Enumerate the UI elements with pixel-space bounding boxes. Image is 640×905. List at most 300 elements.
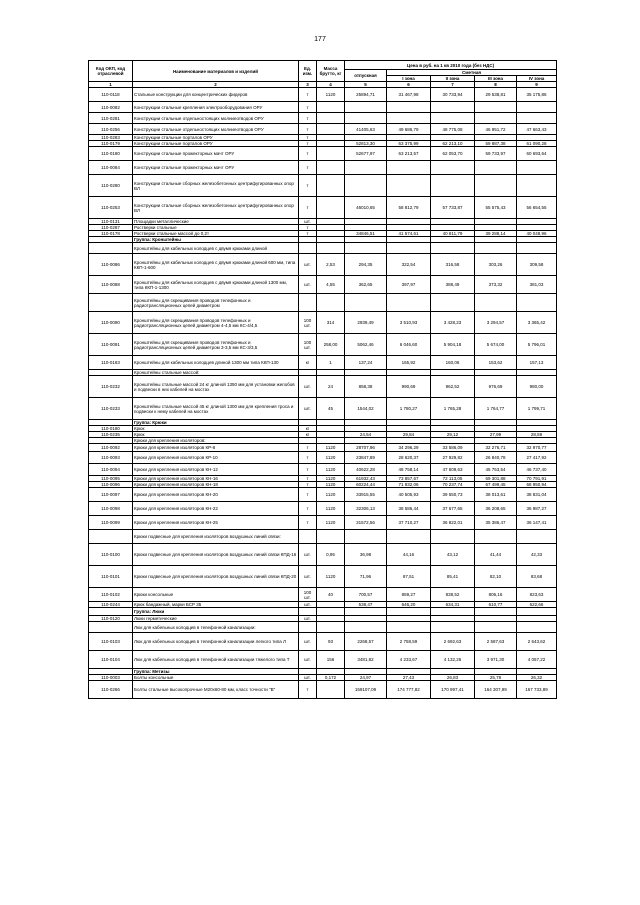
table-row bbox=[89, 356, 557, 370]
price-zone3-cell: 32 276,71 bbox=[475, 444, 517, 452]
table-row bbox=[89, 566, 557, 588]
mass-cell: 1120 bbox=[317, 464, 345, 476]
name-cell: Конструкции стальные сборных железобетонных центрифугированных опор ВЛ bbox=[133, 197, 299, 219]
name-cell: Конструкции стальные отдельностоящих молниеотводов ОРУ bbox=[133, 124, 299, 135]
mass-cell bbox=[317, 113, 345, 124]
code-cell: 110-0100 bbox=[89, 544, 133, 566]
price-zone3-cell bbox=[475, 608, 517, 616]
price-zone3-cell: 27,99 bbox=[475, 432, 517, 438]
unit-cell: шт. bbox=[299, 398, 317, 420]
column-index: 2 bbox=[133, 82, 299, 88]
table-row bbox=[89, 622, 557, 633]
name-cell: Конструкции стальные сборных железобетонных центрифугированных опор ВЛ bbox=[133, 175, 299, 197]
code-cell bbox=[89, 530, 133, 544]
price-zone1-cell: 41 574,61 bbox=[387, 231, 431, 237]
price-zone4-cell: 70 791,91 bbox=[517, 476, 557, 482]
price-zone1-cell: 859,27 bbox=[387, 588, 431, 602]
mass-cell: 45 bbox=[317, 398, 345, 420]
code-cell: 110-0179 bbox=[89, 141, 133, 147]
code-cell: 110-0094 bbox=[89, 464, 133, 476]
mass-cell: 1120 bbox=[317, 488, 345, 502]
unit-cell: т bbox=[299, 225, 317, 231]
price-zone1-cell: 87,51 bbox=[387, 566, 431, 588]
table-row bbox=[89, 175, 557, 197]
price-zone4-cell: 32 970,77 bbox=[517, 444, 557, 452]
name-cell: Крюки для крепления изоляторов КН-12 bbox=[133, 464, 299, 476]
price-zone1-cell bbox=[387, 530, 431, 544]
unit-cell: шт. bbox=[299, 602, 317, 608]
price-zone1-cell bbox=[387, 161, 431, 175]
code-cell: 110-0095 bbox=[89, 476, 133, 482]
price-otpusk-cell: 294,35 bbox=[345, 254, 387, 276]
price-zone4-cell: 83,68 bbox=[517, 566, 557, 588]
mass-cell: 24 bbox=[317, 376, 345, 398]
mass-cell: 156 bbox=[317, 651, 345, 669]
price-zone3-cell: 806,16 bbox=[475, 588, 517, 602]
name-cell: Кронштейны для скрещивания проводов телефонных и радиотрансляционных цепей диаметром 3-3,5 мм КС-3/3,5 bbox=[133, 334, 299, 356]
header-zone3: III зона bbox=[475, 76, 517, 82]
header-code: Код ОКП, код отраслевой bbox=[89, 61, 133, 82]
price-zone1-cell: 37 710,27 bbox=[387, 516, 431, 530]
name-cell: Кронштейны стальные массой: bbox=[133, 370, 299, 376]
unit-cell: шт. bbox=[299, 566, 317, 588]
price-zone4-cell: 1 799,71 bbox=[517, 398, 557, 420]
price-otpusk-cell bbox=[345, 294, 387, 312]
name-cell: Крюк bbox=[133, 432, 299, 438]
name-cell: Кронштейны стальные массой 24 кг длиной 1350 мм для установки желобов и подвески в них кабелей на мостах bbox=[133, 376, 299, 398]
header-zone1: I зона bbox=[387, 76, 431, 82]
price-otpusk-cell bbox=[345, 622, 387, 633]
price-zone3-cell: 69 301,88 bbox=[475, 476, 517, 482]
price-zone2-cell: 72 113,05 bbox=[431, 476, 475, 482]
price-otpusk-cell bbox=[345, 113, 387, 124]
unit-cell: кг bbox=[299, 426, 317, 432]
price-otpusk-cell bbox=[345, 530, 387, 544]
name-cell: Кронштейны для кабельных колодцев длиной 1300 мм типа ККП-130 bbox=[133, 356, 299, 370]
header-unit: Ед. изм. bbox=[299, 61, 317, 82]
price-zone2-cell: 27 929,82 bbox=[431, 452, 475, 464]
price-zone1-cell: 34 296,29 bbox=[387, 444, 431, 452]
price-zone2-cell: 39 550,73 bbox=[431, 488, 475, 502]
price-zone1-cell bbox=[387, 243, 431, 254]
price-zone4-cell bbox=[517, 161, 557, 175]
price-zone3-cell bbox=[475, 113, 517, 124]
price-zone2-cell: 1 765,28 bbox=[431, 398, 475, 420]
price-zone1-cell: 48 758,14 bbox=[387, 464, 431, 476]
code-cell: 110-0092 bbox=[89, 444, 133, 452]
code-cell: 110-0103 bbox=[89, 633, 133, 651]
price-zone2-cell bbox=[431, 622, 475, 633]
price-zone1-cell: 6 046,60 bbox=[387, 334, 431, 356]
price-zone4-cell: 26,32 bbox=[517, 675, 557, 681]
price-zone4-cell: 3 365,42 bbox=[517, 312, 557, 334]
price-otpusk-cell: 538,47 bbox=[345, 602, 387, 608]
unit-cell: шт. bbox=[299, 651, 317, 669]
unit-cell: 100 шт. bbox=[299, 588, 317, 602]
name-cell: Конструкции стальные прожекторных мачт ОРУ bbox=[133, 147, 299, 161]
price-zone3-cell: 36 208,65 bbox=[475, 502, 517, 516]
price-zone2-cell bbox=[431, 530, 475, 544]
unit-cell: т bbox=[299, 476, 317, 482]
price-zone3-cell: 29 538,81 bbox=[475, 88, 517, 102]
price-zone1-cell: 1 780,27 bbox=[387, 398, 431, 420]
unit-cell: шт. bbox=[299, 219, 317, 225]
price-zone3-cell: 2 587,63 bbox=[475, 633, 517, 651]
table-row bbox=[89, 516, 557, 530]
name-cell: Конструкции стальные прожекторных мачт ОРУ bbox=[133, 161, 299, 175]
price-zone3-cell: 59 887,38 bbox=[475, 141, 517, 147]
table-row bbox=[89, 464, 557, 476]
price-zone3-cell: 25,78 bbox=[475, 675, 517, 681]
price-zone1-cell bbox=[387, 622, 431, 633]
name-cell: Группа: Метизы bbox=[133, 669, 299, 675]
price-zone2-cell: 37 677,65 bbox=[431, 502, 475, 516]
price-zone2-cell: 40 811,79 bbox=[431, 231, 475, 237]
price-zone4-cell: 823,63 bbox=[517, 588, 557, 602]
price-zone4-cell: 622,66 bbox=[517, 602, 557, 608]
mass-cell: 258,00 bbox=[317, 334, 345, 356]
price-zone4-cell: 2 643,62 bbox=[517, 633, 557, 651]
price-zone1-cell: 990,69 bbox=[387, 376, 431, 398]
column-index: 9 bbox=[517, 82, 557, 88]
price-zone1-cell: 38 586,44 bbox=[387, 502, 431, 516]
column-index: 6 bbox=[387, 82, 431, 88]
mass-cell: 4,55 bbox=[317, 276, 345, 294]
name-cell: Люк для кабельных колодцев в телефонной канализации тяжелого типа Т bbox=[133, 651, 299, 669]
price-otpusk-cell: 34846,51 bbox=[345, 231, 387, 237]
name-cell: Кронштейны для кабельных колодцев с двумя крюками длиной 600 мм, типа ККП-1-600 bbox=[133, 254, 299, 276]
unit-cell: т bbox=[299, 135, 317, 141]
unit-cell: т bbox=[299, 147, 317, 161]
code-cell: 110-0086 bbox=[89, 254, 133, 276]
price-zone4-cell bbox=[517, 102, 557, 113]
price-otpusk-cell: 137,24 bbox=[345, 356, 387, 370]
price-zone3-cell: 26 840,78 bbox=[475, 452, 517, 464]
name-cell: Крюки для крепления изоляторов КН-22 bbox=[133, 502, 299, 516]
price-zone4-cell: 38 831,04 bbox=[517, 488, 557, 502]
price-zone3-cell: 67 499,45 bbox=[475, 482, 517, 488]
table-row bbox=[89, 588, 557, 602]
table-row bbox=[89, 452, 557, 464]
name-cell: Кронштейны для скрещивания проводов телефонных и радиотрансляционных цепей диаметром bbox=[133, 294, 299, 312]
mass-cell bbox=[317, 147, 345, 161]
price-otpusk-cell: 61932,43 bbox=[345, 476, 387, 482]
price-otpusk-cell: 46010,65 bbox=[345, 197, 387, 219]
table-row bbox=[89, 113, 557, 124]
header-name: Наименование материалов и изделий bbox=[133, 61, 299, 82]
price-zone4-cell: 56 654,55 bbox=[517, 197, 557, 219]
price-zone1-cell bbox=[387, 294, 431, 312]
name-cell: Люк для кабельных колодцев в телефонной канализации легкого типа Л bbox=[133, 633, 299, 651]
price-zone2-cell: 316,58 bbox=[431, 254, 475, 276]
code-cell: 110-0088 bbox=[89, 276, 133, 294]
name-cell: Кронштейны для скрещивания проводов телефонных и радиотрансляционных цепей диаметром 4-4,5 мм КС-4/4,5 bbox=[133, 312, 299, 334]
price-zone3-cell: 35 386,47 bbox=[475, 516, 517, 530]
name-cell: Крюк bbox=[133, 426, 299, 432]
price-zone2-cell: 634,31 bbox=[431, 602, 475, 608]
price-table bbox=[88, 60, 557, 699]
unit-cell: т bbox=[299, 502, 317, 516]
code-cell: 110-0233 bbox=[89, 398, 133, 420]
mass-cell bbox=[317, 102, 345, 113]
price-zone2-cell bbox=[431, 608, 475, 616]
column-index: 8 bbox=[475, 82, 517, 88]
price-zone4-cell bbox=[517, 622, 557, 633]
code-cell: 110-0099 bbox=[89, 516, 133, 530]
price-zone1-cell: 63 375,99 bbox=[387, 141, 431, 147]
name-cell: Крюки для крепления изоляторов КН-25 bbox=[133, 516, 299, 530]
unit-cell: т bbox=[299, 102, 317, 113]
price-zone2-cell: 33 586,09 bbox=[431, 444, 475, 452]
price-zone1-cell: 63 213,57 bbox=[387, 147, 431, 161]
price-zone1-cell bbox=[387, 608, 431, 616]
table-row bbox=[89, 88, 557, 102]
code-cell: 110-0183 bbox=[89, 356, 133, 370]
name-cell: Болты стальные высокопрочные М20х60-80 мм, класс точности "В" bbox=[133, 681, 299, 699]
mass-cell bbox=[317, 243, 345, 254]
name-cell: Группа: Крюки bbox=[133, 420, 299, 426]
code-cell: 110-0283 bbox=[89, 135, 133, 141]
price-zone1-cell: 49 686,79 bbox=[387, 124, 431, 135]
table-row bbox=[89, 376, 557, 398]
name-cell: Крюки для крепления изоляторов КН-18 bbox=[133, 482, 299, 488]
code-cell: 110-0120 bbox=[89, 616, 133, 622]
price-zone3-cell: 976,69 bbox=[475, 376, 517, 398]
unit-cell: т bbox=[299, 175, 317, 197]
mass-cell: 0,172 bbox=[317, 675, 345, 681]
name-cell: Люки герметические bbox=[133, 616, 299, 622]
name-cell: Площадки металлические bbox=[133, 219, 299, 225]
code-cell: 110-0082 bbox=[89, 102, 133, 113]
price-zone2-cell: 170 997,41 bbox=[431, 681, 475, 699]
price-zone3-cell bbox=[475, 294, 517, 312]
price-otpusk-cell: 2939,49 bbox=[345, 312, 387, 334]
code-cell: 110-0097 bbox=[89, 488, 133, 502]
table-row bbox=[89, 651, 557, 669]
price-otpusk-cell: 23847,89 bbox=[345, 452, 387, 464]
unit-cell: кг bbox=[299, 432, 317, 438]
price-zone2-cell bbox=[431, 175, 475, 197]
unit-cell: т bbox=[299, 681, 317, 699]
price-zone3-cell: 303,26 bbox=[475, 254, 517, 276]
code-cell: 110-0102 bbox=[89, 588, 133, 602]
price-zone3-cell: 55 575,43 bbox=[475, 197, 517, 219]
price-zone2-cell bbox=[431, 102, 475, 113]
price-zone2-cell: 4 132,26 bbox=[431, 651, 475, 669]
price-otpusk-cell: 32306,13 bbox=[345, 502, 387, 516]
mass-cell bbox=[317, 530, 345, 544]
mass-cell bbox=[317, 294, 345, 312]
price-zone3-cell: 1 764,77 bbox=[475, 398, 517, 420]
unit-cell: шт. bbox=[299, 376, 317, 398]
mass-cell bbox=[317, 175, 345, 197]
mass-cell: 2,53 bbox=[317, 254, 345, 276]
code-cell bbox=[89, 294, 133, 312]
code-cell: 110-0096 bbox=[89, 482, 133, 488]
price-otpusk-cell bbox=[345, 161, 387, 175]
price-zone4-cell: 157,13 bbox=[517, 356, 557, 370]
price-zone3-cell: 5 674,00 bbox=[475, 334, 517, 356]
price-otpusk-cell bbox=[345, 243, 387, 254]
name-cell: Группа: Люки bbox=[133, 608, 299, 616]
column-index: 4 bbox=[317, 82, 345, 88]
unit-cell: шт. bbox=[299, 544, 317, 566]
mass-cell bbox=[317, 124, 345, 135]
code-cell: 110-0244 bbox=[89, 602, 133, 608]
price-zone1-cell: 174 777,82 bbox=[387, 681, 431, 699]
code-cell: 110-0098 bbox=[89, 502, 133, 516]
name-cell: Кронштейны для кабельных колодцев с двумя крюками длиной bbox=[133, 243, 299, 254]
price-zone2-cell: 388,49 bbox=[431, 276, 475, 294]
price-otpusk-cell: 1544,02 bbox=[345, 398, 387, 420]
price-otpusk-cell: 25894,71 bbox=[345, 88, 387, 102]
unit-cell: шт. bbox=[299, 633, 317, 651]
mass-cell bbox=[317, 161, 345, 175]
price-zone1-cell: 646,20 bbox=[387, 602, 431, 608]
unit-cell: шт. bbox=[299, 675, 317, 681]
price-zone4-cell: 309,58 bbox=[517, 254, 557, 276]
unit-cell: т bbox=[299, 197, 317, 219]
price-otpusk-cell: 24,97 bbox=[345, 675, 387, 681]
code-cell: 110-0256 bbox=[89, 124, 133, 135]
price-zone1-cell: 27,43 bbox=[387, 675, 431, 681]
unit-cell: т bbox=[299, 88, 317, 102]
price-zone4-cell bbox=[517, 608, 557, 616]
price-zone3-cell: 610,77 bbox=[475, 602, 517, 608]
column-index: 5 bbox=[345, 82, 387, 88]
name-cell: Крюки для крепления изоляторов КР-8 bbox=[133, 444, 299, 452]
unit-cell: т bbox=[299, 452, 317, 464]
price-zone4-cell: 60 693,64 bbox=[517, 147, 557, 161]
price-zone1-cell: 58 812,79 bbox=[387, 197, 431, 219]
price-otpusk-cell: 159107,09 bbox=[345, 681, 387, 699]
price-zone2-cell bbox=[431, 161, 475, 175]
unit-cell: т bbox=[299, 488, 317, 502]
price-zone4-cell bbox=[517, 175, 557, 197]
price-zone2-cell bbox=[431, 113, 475, 124]
mass-cell bbox=[317, 681, 345, 699]
price-zone4-cell: 27 417,92 bbox=[517, 452, 557, 464]
group-row bbox=[89, 608, 557, 616]
price-zone3-cell: 164 307,99 bbox=[475, 681, 517, 699]
price-zone2-cell: 47 609,63 bbox=[431, 464, 475, 476]
table-row bbox=[89, 197, 557, 219]
table-row bbox=[89, 488, 557, 502]
unit-cell: шт. bbox=[299, 616, 317, 622]
price-zone4-cell: 35 175,86 bbox=[517, 88, 557, 102]
price-zone3-cell: 373,32 bbox=[475, 276, 517, 294]
price-zone4-cell: 980,00 bbox=[517, 376, 557, 398]
price-zone1-cell: 397,97 bbox=[387, 276, 431, 294]
table-row bbox=[89, 444, 557, 452]
price-zone2-cell: 962,52 bbox=[431, 376, 475, 398]
unit-cell bbox=[299, 622, 317, 633]
price-zone3-cell: 82,10 bbox=[475, 566, 517, 588]
price-otpusk-cell: 36,98 bbox=[345, 544, 387, 566]
price-zone1-cell: 28 620,37 bbox=[387, 452, 431, 464]
code-cell: 110-0101 bbox=[89, 566, 133, 588]
code-cell: 110-0281 bbox=[89, 113, 133, 124]
price-zone1-cell: 4 233,67 bbox=[387, 651, 431, 669]
unit-cell: т bbox=[299, 444, 317, 452]
price-zone3-cell: 46 951,72 bbox=[475, 124, 517, 135]
unit-cell: 100 шт. bbox=[299, 312, 317, 334]
name-cell: Крюки подвесные для крепления изоляторов воздушных линий связи КПД-20 bbox=[133, 566, 299, 588]
code-cell: 110-0280 bbox=[89, 175, 133, 197]
price-otpusk-cell: 5062,46 bbox=[345, 334, 387, 356]
price-zone2-cell: 160,06 bbox=[431, 356, 475, 370]
mass-cell bbox=[317, 608, 345, 616]
price-zone2-cell: 70 237,74 bbox=[431, 482, 475, 488]
unit-cell: т bbox=[299, 464, 317, 476]
price-zone4-cell: 47 663,43 bbox=[517, 124, 557, 135]
price-zone2-cell: 85,41 bbox=[431, 566, 475, 588]
mass-cell: 93 bbox=[317, 633, 345, 651]
mass-cell: 1 bbox=[317, 356, 345, 370]
mass-cell: 1120 bbox=[317, 566, 345, 588]
code-cell: 110-0118 bbox=[89, 88, 133, 102]
price-zone2-cell bbox=[431, 294, 475, 312]
header-zone4: IV зона bbox=[517, 76, 557, 82]
mass-cell: 1120 bbox=[317, 444, 345, 452]
mass-cell: 1120 bbox=[317, 88, 345, 102]
unit-cell bbox=[299, 243, 317, 254]
price-otpusk-cell: 52813,30 bbox=[345, 141, 387, 147]
price-zone4-cell bbox=[517, 530, 557, 544]
price-zone2-cell: 29,12 bbox=[431, 432, 475, 438]
unit-cell: кг bbox=[299, 356, 317, 370]
header-price-title: Цена в руб. на 1 кв 2010 года (без НДС) bbox=[345, 61, 557, 70]
code-cell: 110-0003 bbox=[89, 675, 133, 681]
price-otpusk-cell: 24,54 bbox=[345, 432, 387, 438]
price-zone3-cell bbox=[475, 161, 517, 175]
table-body bbox=[89, 88, 557, 699]
table-row bbox=[89, 530, 557, 544]
name-cell: Крюки для крепления изоляторов КН-16 bbox=[133, 476, 299, 482]
price-zone1-cell: 322,54 bbox=[387, 254, 431, 276]
code-cell: 110-0084 bbox=[89, 161, 133, 175]
price-otpusk-cell: 362,65 bbox=[345, 276, 387, 294]
price-zone1-cell: 44,16 bbox=[387, 544, 431, 566]
unit-cell: т bbox=[299, 231, 317, 237]
table-row bbox=[89, 544, 557, 566]
price-zone3-cell bbox=[475, 175, 517, 197]
price-otpusk-cell: 41405,63 bbox=[345, 124, 387, 135]
price-zone1-cell: 71 932,06 bbox=[387, 482, 431, 488]
table-row bbox=[89, 254, 557, 276]
price-zone1-cell: 31 467,98 bbox=[387, 88, 431, 102]
name-cell: Крюк бандажный, марки БСР 35 bbox=[133, 602, 299, 608]
price-zone3-cell bbox=[475, 243, 517, 254]
name-cell: Крюки консольные bbox=[133, 588, 299, 602]
price-zone3-cell: 3 971,30 bbox=[475, 651, 517, 669]
name-cell: Кронштейны для кабельных колодцев с двумя крюками длиной 1300 мм, типа ККП-1-1300 bbox=[133, 276, 299, 294]
price-zone1-cell: 73 857,67 bbox=[387, 476, 431, 482]
price-zone4-cell: 167 733,89 bbox=[517, 681, 557, 699]
price-otpusk-cell bbox=[345, 102, 387, 113]
price-zone4-cell: 68 950,94 bbox=[517, 482, 557, 488]
code-cell: 110-0090 bbox=[89, 312, 133, 334]
code-cell: 110-0093 bbox=[89, 452, 133, 464]
price-zone2-cell: 3 428,23 bbox=[431, 312, 475, 334]
table-row bbox=[89, 633, 557, 651]
table-row bbox=[89, 276, 557, 294]
mass-cell: 1120 bbox=[317, 452, 345, 464]
unit-cell: т bbox=[299, 161, 317, 175]
code-cell: 110-0131 bbox=[89, 219, 133, 225]
code-cell: 110-0178 bbox=[89, 231, 133, 237]
column-index: 3 bbox=[299, 82, 317, 88]
